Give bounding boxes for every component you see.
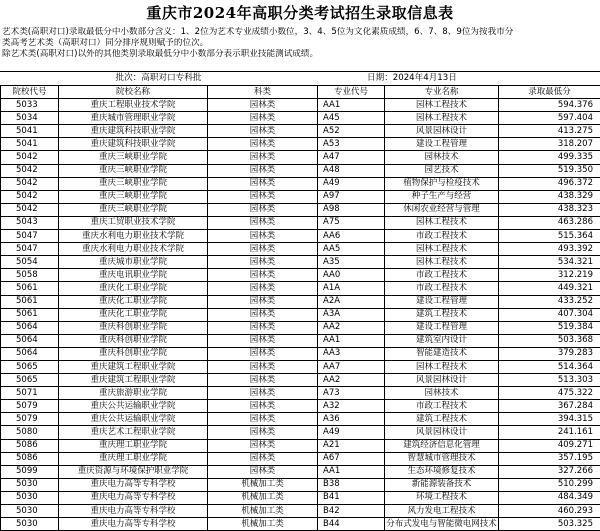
- table-row: [1, 295, 600, 308]
- category-cell: 园林类: [208, 243, 318, 256]
- table-row: [1, 256, 600, 269]
- school-code-cell: 5079: [1, 413, 59, 426]
- major-name-cell: 市政工程技术: [385, 269, 499, 282]
- table-row: [1, 308, 600, 321]
- table-row: [1, 112, 600, 125]
- school-code-cell: 5043: [1, 216, 59, 229]
- school-code-cell: 5086: [1, 439, 59, 452]
- school-name-cell: 重庆工贸职业技术学院: [59, 216, 208, 229]
- min-score-cell: 519.350: [499, 164, 600, 177]
- category-cell: 机械加工类: [208, 518, 318, 531]
- major-name-cell: 园艺技术: [385, 164, 499, 177]
- note-line: 除艺术类(高职对口)以外的其他类别录取最低分中小数部分表示职业技能测试成绩。: [2, 49, 598, 60]
- major-name-cell: 风景园林设计: [385, 426, 499, 439]
- school-code-cell: 5030: [1, 491, 59, 504]
- major-code-cell: B38: [318, 478, 385, 491]
- min-score-cell: 449.321: [499, 282, 600, 295]
- table-row: [1, 439, 600, 452]
- table-row: [1, 99, 600, 112]
- major-name-cell: 园林工程技术: [385, 99, 499, 112]
- category-cell: 园林类: [208, 230, 318, 243]
- school-name-cell: 重庆电力高等专科学校: [59, 478, 208, 491]
- major-name-cell: 园林工程技术: [385, 360, 499, 373]
- table-row: [1, 426, 600, 439]
- table-row: [1, 151, 600, 164]
- school-name-cell: 重庆公共运输职业学院: [59, 413, 208, 426]
- major-name-cell: 建筑室内设计: [385, 334, 499, 347]
- category-cell: 园林类: [208, 400, 318, 413]
- school-code-cell: 5030: [1, 505, 59, 518]
- major-code-cell: A1A: [318, 282, 385, 295]
- min-score-cell: 510.299: [499, 478, 600, 491]
- table-row: [1, 282, 600, 295]
- note-line: 艺术类(高职对口)录取最低分中小数部分含义：1、2位为艺术专业成绩小数位，3、4、5位为文化素质成绩，6、7、8、9位为按我市分: [2, 27, 598, 38]
- school-code-cell: 5099: [1, 465, 59, 478]
- major-name-cell: 风景园林设计: [385, 125, 499, 138]
- major-name-cell: 新能源装备技术: [385, 478, 499, 491]
- school-code-cell: 5033: [1, 99, 59, 112]
- min-score-cell: 394.315: [499, 413, 600, 426]
- school-code-cell: 5042: [1, 190, 59, 203]
- column-header: 院校名称: [59, 86, 208, 99]
- major-code-cell: AA1: [318, 334, 385, 347]
- notes: [0, 27, 600, 71]
- school-name-cell: 重庆化工职业学院: [59, 295, 208, 308]
- min-score-cell: 597.404: [499, 112, 600, 125]
- major-name-cell: 园林工程技术: [385, 216, 499, 229]
- school-name-cell: 重庆电力高等专科学校: [59, 518, 208, 531]
- major-name-cell: 建筑工程技术: [385, 308, 499, 321]
- category-cell: 园林类: [208, 256, 318, 269]
- min-score-cell: 463.286: [499, 216, 600, 229]
- school-code-cell: 5064: [1, 321, 59, 334]
- school-code-cell: 5054: [1, 256, 59, 269]
- table-row: [1, 203, 600, 216]
- school-code-cell: 5042: [1, 177, 59, 190]
- major-name-cell: 植物保护与检疫技术: [385, 177, 499, 190]
- min-score-cell: 438.329: [499, 190, 600, 203]
- major-name-cell: 建设工程管理: [385, 295, 499, 308]
- major-code-cell: A97: [318, 190, 385, 203]
- school-name-cell: 重庆电讯职业学院: [59, 269, 208, 282]
- min-score-cell: 318.207: [499, 138, 600, 151]
- school-code-cell: 5030: [1, 478, 59, 491]
- column-header: 科类: [208, 86, 318, 99]
- min-score-cell: 327.266: [499, 465, 600, 478]
- min-score-cell: 503.325: [499, 518, 600, 531]
- major-code-cell: A21: [318, 439, 385, 452]
- school-code-cell: 5047: [1, 243, 59, 256]
- table-row: [1, 190, 600, 203]
- min-score-cell: 499.335: [499, 151, 600, 164]
- category-cell: 园林类: [208, 177, 318, 190]
- table-row: [1, 452, 600, 465]
- min-score-cell: 503.368: [499, 334, 600, 347]
- school-name-cell: 重庆三峡职业学院: [59, 151, 208, 164]
- school-code-cell: 5065: [1, 360, 59, 373]
- table-row: [1, 216, 600, 229]
- school-name-cell: 重庆化工职业学院: [59, 282, 208, 295]
- category-cell: 园林类: [208, 347, 318, 360]
- school-name-cell: 重庆公共运输职业学院: [59, 400, 208, 413]
- major-name-cell: 建筑工程技术: [385, 413, 499, 426]
- major-code-cell: A48: [318, 164, 385, 177]
- major-code-cell: A32: [318, 400, 385, 413]
- major-name-cell: 生态环境修复技术: [385, 465, 499, 478]
- school-code-cell: 5042: [1, 164, 59, 177]
- major-code-cell: A53: [318, 138, 385, 151]
- table-row: [1, 243, 600, 256]
- school-code-cell: 5080: [1, 426, 59, 439]
- school-name-cell: 重庆城市管理职业学院: [59, 112, 208, 125]
- school-code-cell: 5071: [1, 387, 59, 400]
- school-name-cell: 重庆理工职业学院: [59, 439, 208, 452]
- category-cell: 园林类: [208, 151, 318, 164]
- min-score-cell: 460.293: [499, 505, 600, 518]
- school-code-cell: 5042: [1, 151, 59, 164]
- table-row: [1, 321, 600, 334]
- table-row: [1, 334, 600, 347]
- category-cell: 园林类: [208, 334, 318, 347]
- major-name-cell: 智慧城市管理技术: [385, 452, 499, 465]
- school-name-cell: 重庆三峡职业学院: [59, 203, 208, 216]
- min-score-cell: 413.275: [499, 125, 600, 138]
- page-title: 重庆市2024年高职分类考试招生录取信息表: [0, 0, 600, 27]
- table-row: [1, 347, 600, 360]
- school-name-cell: 重庆电力高等专科学校: [59, 491, 208, 504]
- category-cell: 园林类: [208, 308, 318, 321]
- school-code-cell: 5041: [1, 138, 59, 151]
- school-code-cell: 5079: [1, 400, 59, 413]
- major-name-cell: 市政工程技术: [385, 400, 499, 413]
- school-name-cell: 重庆城市职业学院: [59, 256, 208, 269]
- major-code-cell: A2A: [318, 295, 385, 308]
- meta-row: [0, 71, 600, 85]
- category-cell: 园林类: [208, 190, 318, 203]
- major-code-cell: AA2: [318, 321, 385, 334]
- min-score-cell: 438.323: [499, 203, 600, 216]
- school-name-cell: 重庆三峡职业学院: [59, 190, 208, 203]
- school-name-cell: 重庆水利电力职业技术学院: [59, 243, 208, 256]
- category-cell: 园林类: [208, 439, 318, 452]
- admission-table: [0, 85, 600, 531]
- table-row: [1, 138, 600, 151]
- school-code-cell: 5065: [1, 374, 59, 387]
- major-name-cell: 智能建造技术: [385, 347, 499, 360]
- column-header: 院校代号: [1, 86, 59, 99]
- table-row: [1, 125, 600, 138]
- school-code-cell: 5030: [1, 518, 59, 531]
- category-cell: 园林类: [208, 112, 318, 125]
- major-name-cell: 建筑经济信息化管理: [385, 439, 499, 452]
- major-code-cell: AA1: [318, 465, 385, 478]
- major-name-cell: 休闲农业经营与管理: [385, 203, 499, 216]
- min-score-cell: 433.252: [499, 295, 600, 308]
- major-name-cell: 风力发电工程技术: [385, 505, 499, 518]
- table-row: [1, 360, 600, 373]
- table-row: [1, 505, 600, 518]
- table-row: [1, 230, 600, 243]
- school-name-cell: 重庆建筑工程职业学院: [59, 360, 208, 373]
- category-cell: 园林类: [208, 216, 318, 229]
- school-name-cell: 重庆建筑科技职业学院: [59, 138, 208, 151]
- major-code-cell: A49: [318, 426, 385, 439]
- major-code-cell: A45: [318, 112, 385, 125]
- category-cell: 园林类: [208, 99, 318, 112]
- category-cell: 园林类: [208, 164, 318, 177]
- school-code-cell: 5034: [1, 112, 59, 125]
- major-name-cell: 种子生产与经营: [385, 190, 499, 203]
- major-code-cell: A49: [318, 177, 385, 190]
- min-score-cell: 409.271: [499, 439, 600, 452]
- category-cell: 园林类: [208, 465, 318, 478]
- table-row: [1, 374, 600, 387]
- school-code-cell: 5064: [1, 334, 59, 347]
- table-row: [1, 387, 600, 400]
- category-cell: 园林类: [208, 282, 318, 295]
- school-code-cell: 5086: [1, 452, 59, 465]
- school-name-cell: 重庆电力高等专科学校: [59, 505, 208, 518]
- major-name-cell: 环境工程技术: [385, 491, 499, 504]
- table-row: [1, 491, 600, 504]
- category-cell: 园林类: [208, 413, 318, 426]
- major-name-cell: 园林技术: [385, 151, 499, 164]
- major-code-cell: A98: [318, 203, 385, 216]
- school-name-cell: 重庆水利电力职业技术学院: [59, 230, 208, 243]
- school-name-cell: 重庆建筑科技职业学院: [59, 125, 208, 138]
- school-name-cell: 重庆资源与环境保护职业学院: [59, 465, 208, 478]
- category-cell: 园林类: [208, 387, 318, 400]
- date-label: 日期：2024年4月13日: [317, 72, 600, 85]
- table-row: [1, 269, 600, 282]
- major-code-cell: A73: [318, 387, 385, 400]
- table-header-row: [1, 86, 600, 99]
- major-code-cell: A52: [318, 125, 385, 138]
- table-row: [1, 413, 600, 426]
- category-cell: 机械加工类: [208, 505, 318, 518]
- major-name-cell: 园林工程技术: [385, 112, 499, 125]
- batch-label: 批次：高职对口专科批: [0, 72, 317, 85]
- column-header: 专业名称: [385, 86, 499, 99]
- major-name-cell: 市政工程技术: [385, 230, 499, 243]
- major-code-cell: AA2: [318, 374, 385, 387]
- category-cell: 园林类: [208, 203, 318, 216]
- min-score-cell: 493.392: [499, 243, 600, 256]
- table-body: [1, 99, 600, 531]
- min-score-cell: 357.195: [499, 452, 600, 465]
- school-name-cell: 重庆旅游职业学院: [59, 387, 208, 400]
- category-cell: 机械加工类: [208, 491, 318, 504]
- table-row: [1, 518, 600, 531]
- column-header: 专业代号: [318, 86, 385, 99]
- major-name-cell: 园林技术: [385, 387, 499, 400]
- major-name-cell: 市政工程技术: [385, 282, 499, 295]
- min-score-cell: 514.364: [499, 360, 600, 373]
- major-code-cell: A75: [318, 216, 385, 229]
- category-cell: 园林类: [208, 269, 318, 282]
- major-code-cell: B41: [318, 491, 385, 504]
- school-name-cell: 重庆科创职业学院: [59, 334, 208, 347]
- major-code-cell: A36: [318, 413, 385, 426]
- major-name-cell: 园林工程技术: [385, 243, 499, 256]
- table-row: [1, 465, 600, 478]
- major-code-cell: A47: [318, 151, 385, 164]
- school-name-cell: 重庆建筑工程职业学院: [59, 374, 208, 387]
- school-name-cell: 重庆三峡职业学院: [59, 164, 208, 177]
- min-score-cell: 519.384: [499, 321, 600, 334]
- school-code-cell: 5042: [1, 203, 59, 216]
- category-cell: 园林类: [208, 125, 318, 138]
- major-code-cell: AA1: [318, 99, 385, 112]
- school-name-cell: 重庆工程职业技术学院: [59, 99, 208, 112]
- table-row: [1, 400, 600, 413]
- major-code-cell: AA0: [318, 269, 385, 282]
- table-row: [1, 478, 600, 491]
- column-header: 录取最低分: [499, 86, 600, 99]
- min-score-cell: 475.322: [499, 387, 600, 400]
- min-score-cell: 534.321: [499, 256, 600, 269]
- min-score-cell: 379.283: [499, 347, 600, 360]
- major-code-cell: AA3: [318, 347, 385, 360]
- min-score-cell: 407.304: [499, 308, 600, 321]
- major-name-cell: 建设工程管理: [385, 321, 499, 334]
- major-name-cell: 分布式发电与智能微电网技术: [385, 518, 499, 531]
- min-score-cell: 513.303: [499, 374, 600, 387]
- major-name-cell: 园林工程技术: [385, 256, 499, 269]
- major-code-cell: A67: [318, 452, 385, 465]
- min-score-cell: 496.372: [499, 177, 600, 190]
- school-name-cell: 重庆三峡职业学院: [59, 177, 208, 190]
- school-code-cell: 5041: [1, 125, 59, 138]
- school-name-cell: 重庆艺术工程职业学院: [59, 426, 208, 439]
- school-name-cell: 重庆理工职业学院: [59, 452, 208, 465]
- category-cell: 园林类: [208, 138, 318, 151]
- note-line: 类高考艺术类（高职对口）同分排序规则赋予的位次。: [2, 38, 598, 49]
- category-cell: 园林类: [208, 374, 318, 387]
- school-name-cell: 重庆科创职业学院: [59, 347, 208, 360]
- school-code-cell: 5061: [1, 282, 59, 295]
- major-code-cell: A3A: [318, 308, 385, 321]
- category-cell: 园林类: [208, 452, 318, 465]
- major-code-cell: A35: [318, 256, 385, 269]
- table-row: [1, 177, 600, 190]
- category-cell: 机械加工类: [208, 478, 318, 491]
- table-row: [1, 164, 600, 177]
- school-name-cell: 重庆化工职业学院: [59, 308, 208, 321]
- major-code-cell: AA5: [318, 243, 385, 256]
- category-cell: 园林类: [208, 295, 318, 308]
- category-cell: 园林类: [208, 360, 318, 373]
- school-code-cell: 5058: [1, 269, 59, 282]
- min-score-cell: 312.219: [499, 269, 600, 282]
- min-score-cell: 367.284: [499, 400, 600, 413]
- major-code-cell: AA6: [318, 230, 385, 243]
- school-code-cell: 5064: [1, 347, 59, 360]
- min-score-cell: 484.349: [499, 491, 600, 504]
- major-code-cell: B42: [318, 505, 385, 518]
- school-code-cell: 5047: [1, 230, 59, 243]
- school-name-cell: 重庆科创职业学院: [59, 321, 208, 334]
- min-score-cell: 515.364: [499, 230, 600, 243]
- category-cell: 园林类: [208, 426, 318, 439]
- major-name-cell: 风景园林设计: [385, 374, 499, 387]
- category-cell: 园林类: [208, 321, 318, 334]
- school-code-cell: 5061: [1, 308, 59, 321]
- major-code-cell: AA7: [318, 360, 385, 373]
- major-code-cell: B44: [318, 518, 385, 531]
- min-score-cell: 241.161: [499, 426, 600, 439]
- major-name-cell: 建设工程管理: [385, 138, 499, 151]
- school-code-cell: 5061: [1, 295, 59, 308]
- min-score-cell: 594.376: [499, 99, 600, 112]
